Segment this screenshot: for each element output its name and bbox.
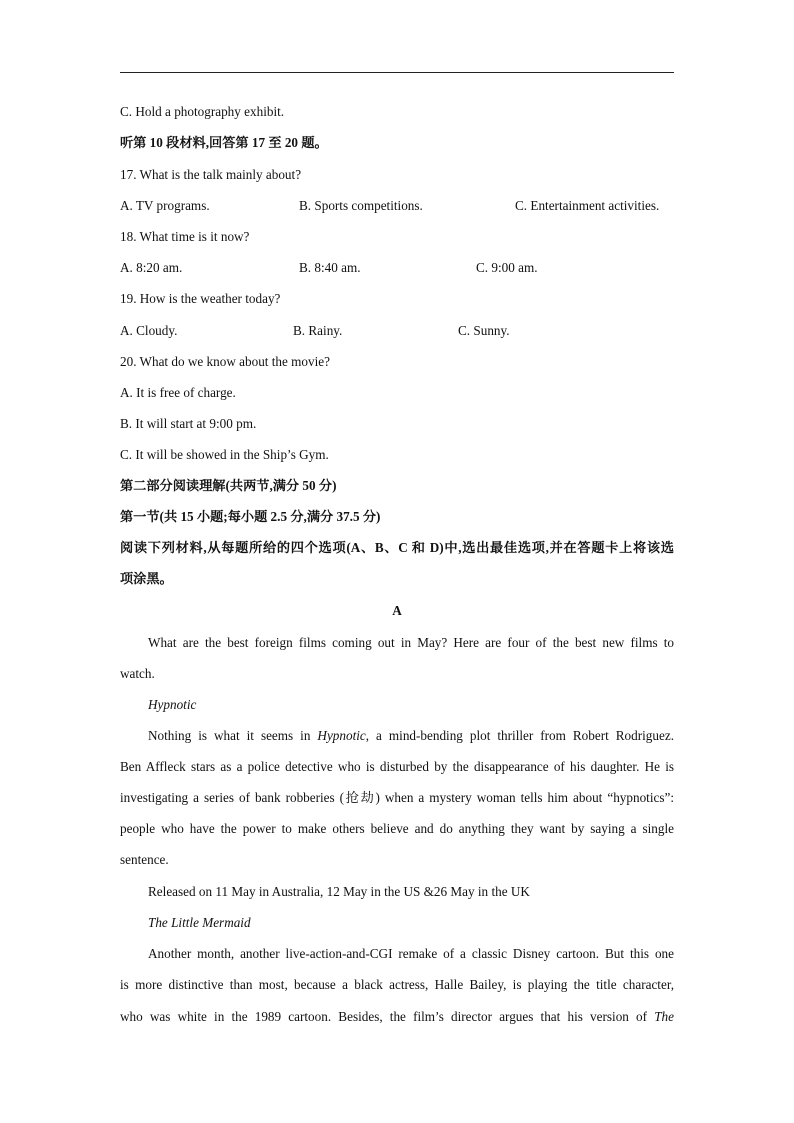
prev-option-c: C. Hold a photography exhibit. bbox=[120, 104, 285, 119]
q20-option-a: A. It is free of charge. bbox=[120, 385, 236, 400]
intro-line-1: What are the best foreign films coming out in May? Here are four of the best new films to bbox=[148, 635, 674, 650]
instructions-line-1: 阅读下列材料,从每题所给的四个选项(A、B、C 和 D)中,选出最佳选项,并在答题卡上将该选 bbox=[120, 540, 674, 555]
film1-title: Hypnotic bbox=[148, 697, 197, 712]
part2-heading: 第二部分阅读理解(共两节,满分 50 分) bbox=[120, 478, 337, 493]
film2-title: The Little Mermaid bbox=[148, 915, 251, 930]
q19-option-a: A. Cloudy. bbox=[120, 323, 178, 338]
q17-question: 17. What is the talk mainly about? bbox=[120, 167, 302, 182]
section10-heading: 听第 10 段材料,回答第 17 至 20 题。 bbox=[120, 135, 328, 150]
film1-release: Released on 11 May in Australia, 12 May in the US &26 May in the UK bbox=[148, 884, 530, 899]
q18-question: 18. What time is it now? bbox=[120, 229, 250, 244]
header-rule bbox=[120, 72, 674, 73]
instructions-line-2: 项涂黑。 bbox=[120, 571, 173, 586]
intro-line-2: watch. bbox=[120, 666, 155, 681]
film1-line-2: Ben Affleck stars as a police detective who is disturbed by the disappearance of his daughter. He is bbox=[120, 759, 674, 774]
q20-option-c: C. It will be showed in the Ship’s Gym. bbox=[120, 447, 329, 462]
q19-options bbox=[120, 322, 674, 340]
q17-option-a: A. TV programs. bbox=[120, 198, 210, 213]
q17-option-b: B. Sports competitions. bbox=[299, 198, 423, 213]
q19-question: 19. How is the weather today? bbox=[120, 291, 281, 306]
q18-option-c: C. 9:00 am. bbox=[476, 260, 538, 275]
film1-line-1: Nothing is what it seems in Hypnotic, a mind-bending plot thriller from Robert Rodriguez. bbox=[148, 728, 674, 743]
film2-line-3: who was white in the 1989 cartoon. Besides, the film’s director argues that his version of The bbox=[120, 1009, 674, 1024]
film1-line-4: people who have the power to make others believe and do anything they want by saying a single bbox=[120, 821, 674, 836]
q19-option-c: C. Sunny. bbox=[458, 323, 510, 338]
q17-option-c: C. Entertainment activities. bbox=[515, 198, 660, 213]
q17-options bbox=[120, 197, 674, 215]
film2-line-2: is more distinctive than most, because a black actress, Halle Bailey, is playing the title character, bbox=[120, 977, 674, 992]
q18-options bbox=[120, 259, 674, 277]
film1-line-3: investigating a series of bank robberies (抢劫) when a mystery woman tells him about “hypnotics”: bbox=[120, 790, 674, 805]
q20-option-b: B. It will start at 9:00 pm. bbox=[120, 416, 257, 431]
q18-option-b: B. 8:40 am. bbox=[299, 260, 361, 275]
q19-option-b: B. Rainy. bbox=[293, 323, 343, 338]
passage-label: A bbox=[392, 603, 402, 618]
q20-question: 20. What do we know about the movie? bbox=[120, 354, 330, 369]
film1-line-5: sentence. bbox=[120, 852, 169, 867]
film2-line-1: Another month, another live-action-and-CGI remake of a classic Disney cartoon. But this one bbox=[148, 946, 674, 961]
q18-option-a: A. 8:20 am. bbox=[120, 260, 183, 275]
section1-heading: 第一节(共 15 小题;每小题 2.5 分,满分 37.5 分) bbox=[120, 509, 381, 524]
